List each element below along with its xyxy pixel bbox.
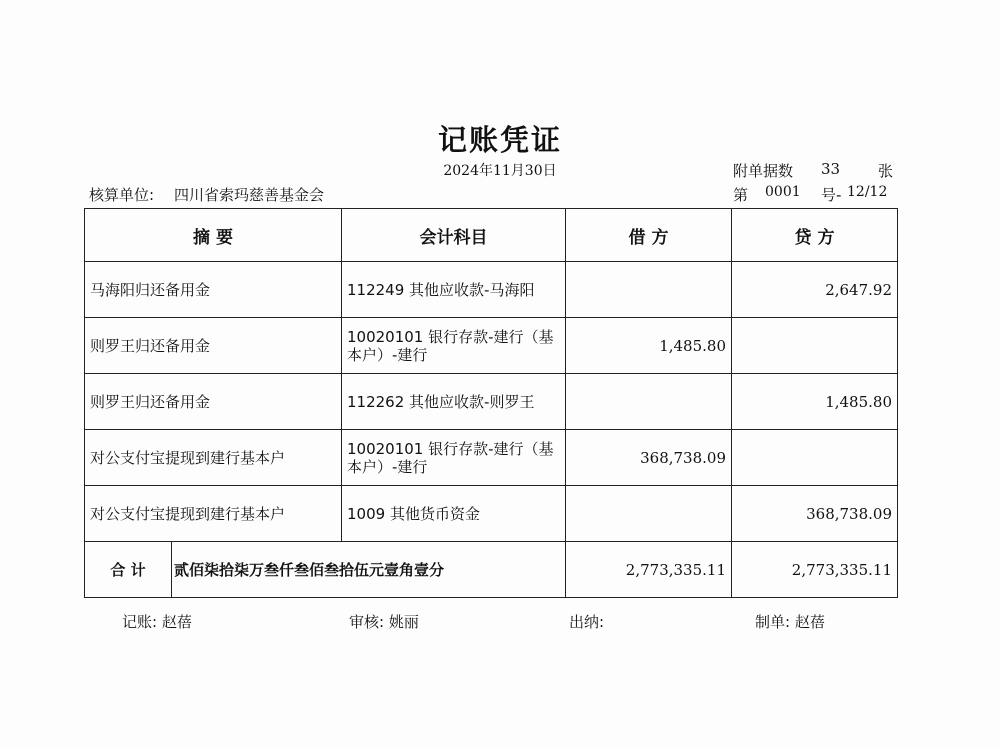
total-amount-words: 贰佰柒拾柒万叁仟叁佰叁拾伍元壹角壹分 <box>174 561 445 579</box>
row-summary: 对公支付宝提现到建行基本户 <box>85 430 342 486</box>
table-row <box>85 262 898 318</box>
header-credit: 贷 方 <box>732 209 898 262</box>
table-row <box>85 430 898 486</box>
total-debit: 2,773,335.11 <box>566 542 732 598</box>
row-credit: 1,485.80 <box>732 374 898 430</box>
row-debit <box>566 486 732 542</box>
attachments-label: 附单据数 <box>733 162 794 180</box>
attachments-unit: 张 <box>878 162 894 180</box>
header-account: 会计科目 <box>342 209 566 262</box>
row-debit: 368,738.09 <box>566 430 732 486</box>
footer-cashier: 出纳: <box>569 613 605 631</box>
table-row <box>85 486 898 542</box>
accounting-unit-label: 核算单位: <box>89 186 155 204</box>
row-credit: 2,647.92 <box>732 262 898 318</box>
accounting-unit-name: 四川省索玛慈善基金会 <box>174 186 325 204</box>
table-row <box>85 318 898 374</box>
voucher-no-prefix: 第 <box>733 186 749 204</box>
total-credit: 2,773,335.11 <box>732 542 898 598</box>
row-account: 112262 其他应收款-则罗王 <box>342 374 566 430</box>
footer-preparer: 制单: 赵蓓 <box>755 613 825 631</box>
voucher-no-suffix: 号- <box>821 186 842 204</box>
row-account: 1009 其他货币资金 <box>342 486 566 542</box>
row-summary: 对公支付宝提现到建行基本户 <box>85 486 342 542</box>
header-summary: 摘 要 <box>85 209 342 262</box>
row-summary: 则罗王归还备用金 <box>85 318 342 374</box>
attachments-count: 33 <box>821 160 841 178</box>
voucher-page-count: 12/12 <box>847 184 888 200</box>
footer-bookkeeper: 记账: 赵蓓 <box>122 613 192 631</box>
header-debit: 借 方 <box>566 209 732 262</box>
row-summary: 马海阳归还备用金 <box>85 262 342 318</box>
total-row <box>85 542 898 598</box>
row-account: 10020101 银行存款-建行（基本户）-建行 <box>342 318 566 374</box>
row-account: 10020101 银行存款-建行（基本户）-建行 <box>342 430 566 486</box>
footer-reviewer: 审核: 姚丽 <box>349 613 419 631</box>
voucher-table <box>84 208 898 598</box>
row-account: 112249 其他应收款-马海阳 <box>342 262 566 318</box>
row-debit <box>566 374 732 430</box>
total-cell <box>85 542 566 598</box>
table-header-row <box>85 209 898 262</box>
row-debit: 1,485.80 <box>566 318 732 374</box>
table-row <box>85 374 898 430</box>
row-debit <box>566 262 732 318</box>
row-credit <box>732 430 898 486</box>
voucher-number: 0001 <box>765 184 801 200</box>
row-credit: 368,738.09 <box>732 486 898 542</box>
row-summary: 则罗王归还备用金 <box>85 374 342 430</box>
voucher-title: 记账凭证 <box>437 123 562 157</box>
total-label: 合 计 <box>85 542 172 597</box>
row-credit <box>732 318 898 374</box>
voucher-date: 2024年11月30日 <box>443 163 557 179</box>
